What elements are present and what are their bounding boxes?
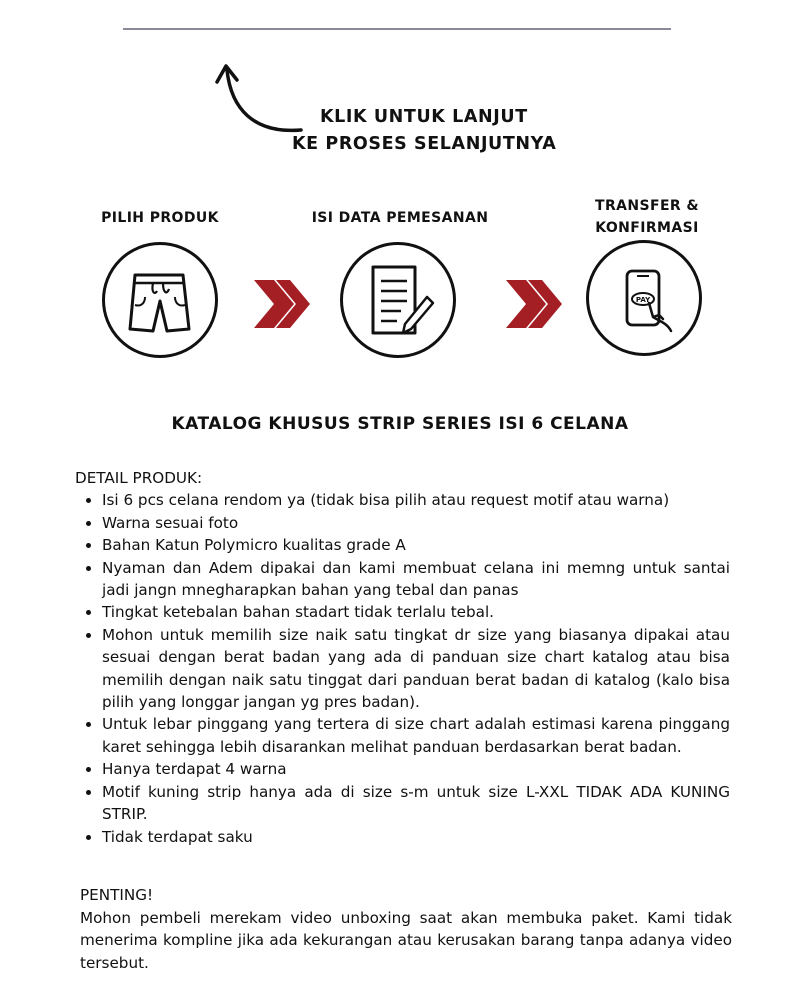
list-item: • Isi 6 pcs celana rendom ya (tidak bisa pilih atau request motif atau warna) — [102, 489, 730, 511]
step-pilih-produk[interactable] — [102, 242, 218, 358]
list-item: • Mohon untuk memilih size naik satu tingkat dr size yang biasanya dipakai atau sesuai dengan berat badan yang ada di panduan size chart katalog atau bisa memilih dengan naik satu tinggat dari panduan berat badan di katalog (kalo bisa pilih yang longgar jangan yg pres badan). — [102, 624, 730, 714]
list-item: • Untuk lebar pinggang yang tertera di size chart adalah estimasi karena pinggang karet sehingga lebih disarankan melihat panduan berdasarkan berat badan. — [102, 713, 730, 758]
chevron-right-double-icon — [252, 278, 312, 330]
detail-produk-section — [75, 467, 730, 848]
curved-arrow-up-icon — [205, 60, 305, 136]
penting-body: Mohon pembeli merekam video unboxing saat akan membuka paket. Kami tidak menerima kompline jika ada kekurangan atau kerusakan barang tanpa adanya video tersebut. — [80, 908, 732, 972]
step-pilih-produk-label: PILIH PRODUK — [101, 210, 219, 226]
shorts-icon — [105, 245, 215, 355]
document-pen-icon — [343, 245, 453, 355]
list-item: • Nyaman dan Adem dipakai dan kami membuat celana ini memng untuk santai jadi jangn mnegharapkan bahan yang tebal dan panas — [102, 557, 730, 602]
list-item: • Tingkat ketebalan bahan stadart tidak terlalu tebal. — [102, 601, 730, 623]
step-transfer-label-line2: KONFIRMASI — [595, 220, 699, 236]
cta-line-2: KE PROSES SELANJUTNYA — [292, 134, 557, 154]
list-item: • Motif kuning strip hanya ada di size s-m untuk size L-XXL TIDAK ADA KUNING STRIP. — [102, 781, 730, 826]
step-isi-data-label: ISI DATA PEMESANAN — [311, 210, 489, 226]
top-divider-line — [123, 28, 671, 30]
list-item: • Warna sesuai foto — [102, 512, 730, 534]
pay-text: PAY — [635, 296, 651, 304]
penting-section — [80, 884, 732, 974]
step-transfer-konfirmasi[interactable] — [586, 240, 702, 356]
chevron-right-double-icon-2 — [504, 278, 564, 330]
cta-line-1: KLIK UNTUK LANJUT — [320, 107, 528, 127]
step-isi-data-pemesanan[interactable] — [340, 242, 456, 358]
detail-list — [75, 489, 730, 848]
list-item: • Tidak terdapat saku — [102, 826, 730, 848]
step-transfer-label — [582, 195, 712, 239]
list-item: • Hanya terdapat 4 warna — [102, 758, 730, 780]
catalog-title: KATALOG KHUSUS STRIP SERIES ISI 6 CELANA — [171, 414, 629, 434]
detail-heading: DETAIL PRODUK: — [75, 469, 203, 487]
step-transfer-label-line1: TRANSFER & — [595, 198, 699, 214]
penting-heading: PENTING! — [80, 886, 154, 904]
list-item: • Bahan Katun Polymicro kualitas grade A — [102, 534, 730, 556]
phone-pay-icon — [589, 243, 699, 353]
